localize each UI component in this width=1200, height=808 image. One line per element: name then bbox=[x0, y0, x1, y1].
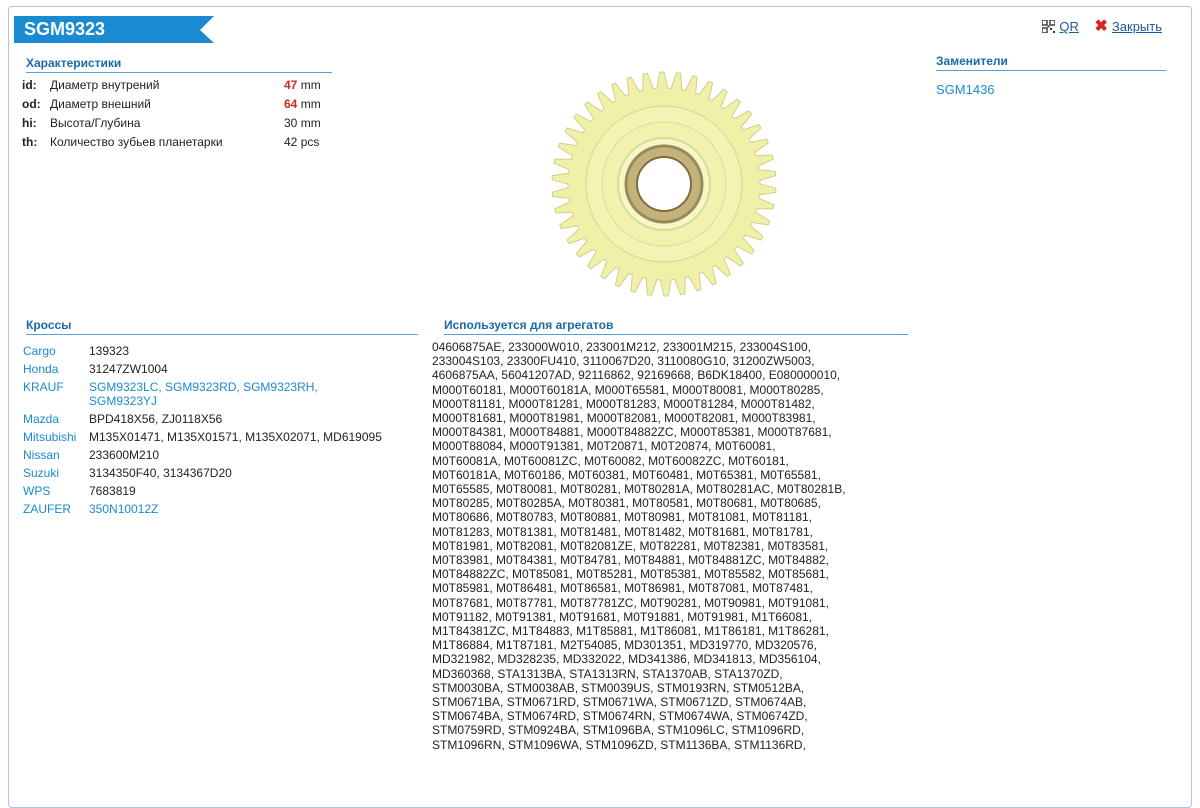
top-actions bbox=[1042, 16, 1162, 36]
spec-key: od: bbox=[22, 96, 41, 111]
spec-row bbox=[20, 75, 323, 94]
cross-brand[interactable]: Mitsubishi bbox=[23, 430, 77, 444]
usage-list bbox=[432, 340, 912, 752]
qr-icon[interactable] bbox=[1042, 20, 1055, 33]
title-ribbon bbox=[14, 16, 200, 43]
spec-name: Количество зубьев планетарки bbox=[50, 134, 223, 149]
spec-row bbox=[20, 113, 323, 132]
cross-row bbox=[22, 342, 390, 360]
cross-row bbox=[22, 428, 390, 446]
specs-heading: Характеристики bbox=[26, 56, 332, 73]
spec-row bbox=[20, 132, 323, 151]
usage-line: STM0674BA, STM0674RD, STM0674RN, STM0674WA, STM0674ZD, bbox=[432, 709, 808, 724]
cross-brand[interactable]: Cargo bbox=[23, 344, 56, 358]
cross-heading: Кроссы bbox=[26, 318, 418, 335]
cross-brand[interactable]: Honda bbox=[23, 362, 59, 376]
usage-line: M0T60181A, M0T60186, M0T60381, M0T60481, M0T65381, M0T65581, bbox=[432, 467, 821, 482]
spec-value: 30 mm bbox=[284, 115, 321, 130]
close-icon[interactable]: ✖ bbox=[1094, 18, 1108, 35]
spec-key: hi: bbox=[22, 115, 37, 130]
usage-line: M0T65585, M0T80081, M0T80281, M0T80281A, M0T80281AC, M0T80281B, bbox=[432, 482, 846, 497]
usage-line: M1T84381ZC, M1T84883, M1T85881, M1T86081, M1T86181, M1T86281, bbox=[432, 624, 829, 639]
product-title: SGM9323 bbox=[24, 19, 106, 39]
usage-line: M1T86884, M1T87181, M2T54085, MD301351, MD319770, MD320576, bbox=[432, 638, 817, 653]
usage-line: M000T84381, M000T84881, M000T84882ZC, M000T85381, M000T87681, bbox=[432, 425, 832, 440]
spec-key: id: bbox=[22, 77, 37, 92]
usage-line: MD321982, MD328235, MD332022, MD341386, MD341813, MD356104, bbox=[432, 652, 821, 667]
usage-line: M0T91182, M0T91381, M0T91681, M0T91881, M0T91981, M1T66081, bbox=[432, 609, 812, 624]
specs-table bbox=[20, 75, 323, 151]
cross-brand[interactable]: KRAUF bbox=[23, 380, 64, 394]
cross-brand[interactable]: Suzuki bbox=[23, 466, 60, 480]
spec-value: 47 mm bbox=[284, 77, 321, 92]
usage-line: M0T85981, M0T86481, M0T86581, M0T86981, M0T87081, M0T87481, bbox=[432, 581, 813, 596]
cross-values: 139323 bbox=[89, 344, 130, 358]
usage-line: MD360368, STA1313BA, STA1313RN, STA1370AB, STA1370ZD, bbox=[432, 666, 783, 681]
usage-line: M0T81981, M0T82081, M0T82081ZE, M0T82281, M0T82381, M0T83581, bbox=[432, 538, 829, 553]
cross-values: 3134350F40, 3134367D20 bbox=[89, 466, 232, 480]
usage-line: STM0759RD, STM0924BA, STM1096BA, STM1096LC, STM1096RD, bbox=[432, 723, 805, 738]
cross-row bbox=[22, 464, 390, 482]
cross-brand[interactable]: WPS bbox=[23, 484, 51, 498]
usage-line: STM0671BA, STM0671RD, STM0671WA, STM0671ZD, STM0674AB, bbox=[432, 695, 807, 710]
cross-row bbox=[22, 500, 390, 518]
usage-line: M000T88084, M000T91381, M0T20871, M0T20874, M0T60081, bbox=[432, 439, 776, 454]
substitute-link[interactable]: SGM1436 bbox=[936, 82, 995, 97]
usage-line: M0T87681, M0T87781, M0T87781ZC, M0T90281, M0T90981, M0T91081, bbox=[432, 595, 829, 610]
spec-row bbox=[20, 94, 323, 113]
cross-values: M135X01471, M135X01571, M135X02071, MD619095 bbox=[89, 430, 382, 444]
cross-table bbox=[22, 342, 390, 518]
cross-row bbox=[22, 446, 390, 464]
spec-value: 64 mm bbox=[284, 96, 321, 111]
usage-line: M0T60081A, M0T60081ZC, M0T60082, M0T60082ZC, M0T60181, bbox=[432, 453, 789, 468]
cross-values: BPD418X56, ZJ0118X56 bbox=[89, 412, 223, 426]
cross-row bbox=[22, 378, 390, 410]
spec-name: Диаметр внутрений bbox=[50, 77, 160, 92]
close-link[interactable]: Закрыть bbox=[1111, 19, 1162, 34]
spec-name: Высота/Глубина bbox=[50, 115, 141, 130]
substitutes-heading: Заменители bbox=[936, 54, 1166, 71]
spec-value: 42 pcs bbox=[284, 134, 320, 149]
product-image bbox=[540, 56, 788, 306]
usage-line: M0T83981, M0T84381, M0T84781, M0T84881, M0T84881ZC, M0T84882, bbox=[432, 553, 829, 568]
cross-row bbox=[22, 482, 390, 500]
usage-line: M0T80285, M0T80285A, M0T80381, M0T80581, M0T80681, M0T80685, bbox=[432, 496, 821, 511]
usage-line: 233004S103, 23300FU410, 3110067D20, 3110080G10, 31200ZW5003, bbox=[432, 354, 815, 369]
cross-values[interactable]: SGM9323LC, SGM9323RD, SGM9323RH, SGM9323YJ bbox=[89, 380, 318, 408]
cross-row bbox=[22, 360, 390, 378]
usage-line: M000T81681, M000T81981, M000T82081, M000T82081, M000T83981, bbox=[432, 411, 816, 426]
usage-line: STM0030BA, STM0038AB, STM0039US, STM0193RN, STM0512BA, bbox=[432, 680, 805, 695]
usage-heading: Используется для агрегатов bbox=[444, 318, 908, 335]
cross-brand[interactable]: Mazda bbox=[23, 412, 60, 426]
usage-line: M000T81181, M000T81281, M000T81283, M000T81284, M000T81482, bbox=[432, 396, 815, 411]
qr-link[interactable]: QR bbox=[1059, 19, 1079, 34]
usage-line: M0T81283, M0T81381, M0T81481, M0T81482, M0T81681, M0T81781, bbox=[432, 524, 813, 539]
usage-line: STM1096RN, STM1096WA, STM1096ZD, STM1136BA, STM1136RD, bbox=[432, 737, 806, 752]
cross-values: 31247ZW1004 bbox=[89, 362, 168, 376]
spec-key: th: bbox=[22, 134, 38, 149]
cross-row bbox=[22, 410, 390, 428]
usage-line: 4606875AA, 56041207AD, 92116862, 92169668, B6DK18400, E080000010, bbox=[432, 368, 841, 383]
cross-brand[interactable]: Nissan bbox=[23, 448, 60, 462]
cross-brand[interactable]: ZAUFER bbox=[23, 502, 71, 516]
usage-line: M000T60181, M000T60181A, M000T65581, M000T80081, M000T80285, bbox=[432, 382, 824, 397]
usage-line: M0T84882ZC, M0T85081, M0T85281, M0T85381, M0T85582, M0T85681, bbox=[432, 567, 829, 582]
cross-values: 7683819 bbox=[89, 484, 136, 498]
cross-values[interactable]: 350N10012Z bbox=[89, 502, 159, 516]
cross-values: 233600M210 bbox=[89, 448, 160, 462]
usage-line: M0T80686, M0T80783, M0T80881, M0T80981, M0T81081, M0T81181, bbox=[432, 510, 812, 525]
spec-name: Диаметр внешний bbox=[50, 96, 151, 111]
usage-line: 04606875AE, 233000W010, 233001M212, 233001M215, 233004S100, bbox=[432, 340, 811, 354]
